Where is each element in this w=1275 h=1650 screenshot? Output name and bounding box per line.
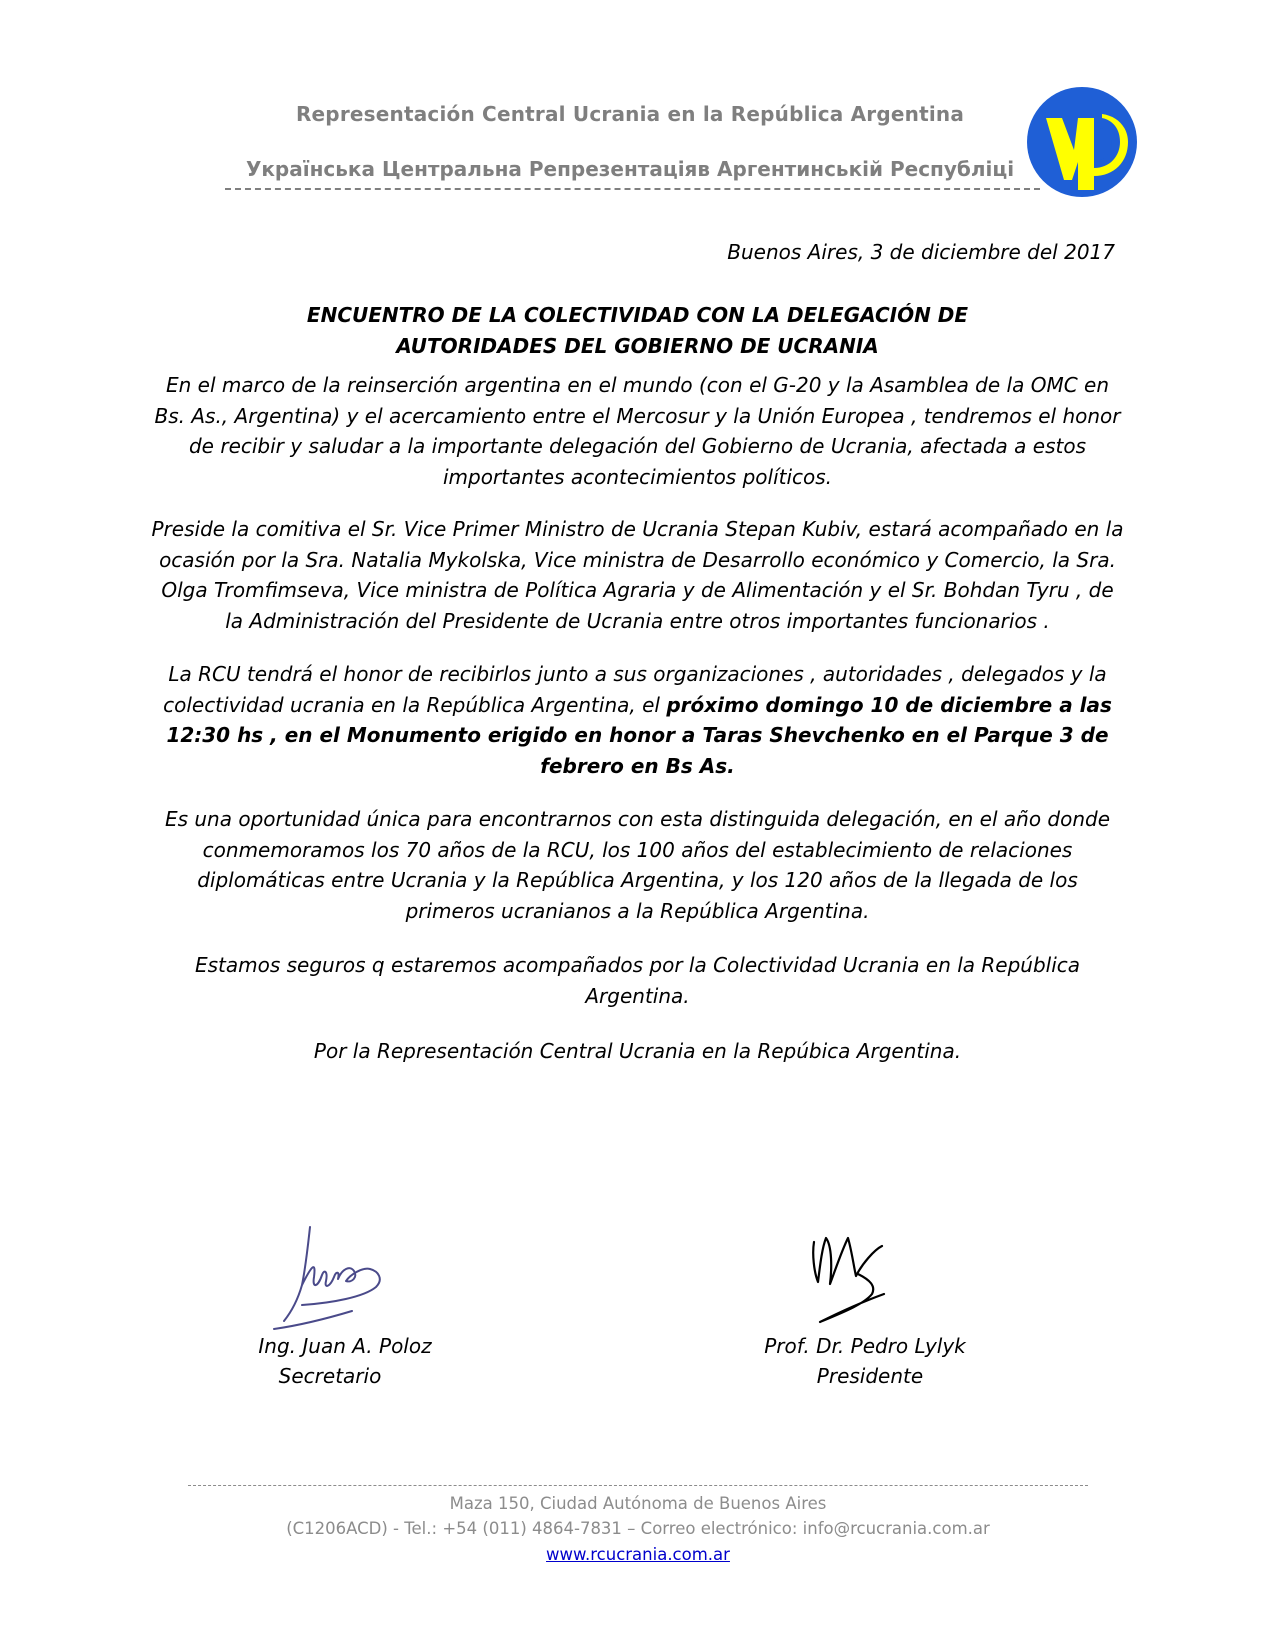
letter-title bbox=[160, 300, 1115, 362]
secretary-name: Ing. Juan A. Poloz bbox=[258, 1334, 432, 1358]
organization-logo bbox=[1024, 84, 1140, 200]
event-date-location: próximo domingo 10 de diciembre a las 12:30 hs , en el Monumento erigido en honor a Taras Shevchenko en el Parque 3 de febrero en Bs As. bbox=[166, 692, 1112, 778]
footer-address: Maza 150, Ciudad Autónoma de Buenos Aires bbox=[449, 1494, 827, 1513]
paragraph-anniversaries: Es una oportunidad única para encontrarnos con esta distinguida delegación, en el año donde conmemoramos los 70 años de la RCU, los 100 años del establecimiento de relaciones diplomáticas entre Ucrania y la República Argentina, y los 120 años de la llegada de los primeros ucranianos a la República Argentina. bbox=[164, 807, 1111, 923]
header-divider bbox=[225, 188, 1040, 190]
paragraph-context: En el marco de la reinserción argentina en el mundo (con el G-20 y la Asamblea de la OMC en Bs. As., Argentina) y el acercamiento entre el Mercosur y la Unión Europea , tendremos el honor de recibir y saludar a la importante delegación del Gobierno de Ucrania, afectada a estos importantes acontecimientos políticos. bbox=[154, 373, 1121, 489]
signature-secretary bbox=[272, 1225, 412, 1333]
organization-name-spanish: Representación Central Ucrania en la República Argentina bbox=[295, 102, 965, 126]
footer-website-row bbox=[188, 1545, 1088, 1564]
paragraph-delegation: Preside la comitiva el Sr. Vice Primer Ministro de Ucrania Stepan Kubiv, estará acompañado en la ocasión por la Sra. Natalia Mykolska, Vice ministra de Desarrollo económico y Comercio, la Sra. Olga Tromfimseva, Vice ministra de Política Agraria y de Alimentación y el Sr. Bohdan Tyru , de la Administración del Presidente de Ucrania entre otros importantes funcionarios . bbox=[151, 517, 1124, 633]
event-intro: La RCU tendrá el honor de recibirlos junto a sus organizaciones , autoridades , delegados y la colectividad ucrania en la República Argentina, el bbox=[163, 662, 1107, 717]
organization-name-ukrainian: Українська Центральна Репрезентаціяв Аргентинській Республіці bbox=[245, 157, 1015, 181]
title-line-1: ENCUENTRO DE LA COLECTIVIDAD CON LA DELEGACIÓN DE bbox=[306, 303, 969, 327]
secretary-role: Secretario bbox=[278, 1364, 382, 1388]
president-name: Prof. Dr. Pedro Lylyk bbox=[764, 1334, 966, 1358]
paragraph-sign-off: Por la Representación Central Ucrania en la Repúbica Argentina. bbox=[313, 1039, 962, 1063]
title-line-2: AUTORIDADES DEL GOBIERNO DE UCRANIA bbox=[396, 334, 879, 358]
signature-president bbox=[810, 1228, 930, 1328]
president-role: Presidente bbox=[816, 1364, 924, 1388]
footer-divider bbox=[188, 1485, 1088, 1486]
footer-contact: (C1206ACD) - Tel.: +54 (011) 4864-7831 – Correo electrónico: info@rcucrania.com.ar bbox=[286, 1519, 990, 1538]
paragraph-closing: Estamos seguros q estaremos acompañados por la Colectividad Ucrania en la República Argentina. bbox=[194, 953, 1081, 1008]
letter-date: Buenos Aires, 3 de diciembre del 2017 bbox=[727, 240, 1115, 264]
website-link[interactable]: www.rcucrania.com.ar bbox=[546, 1545, 730, 1564]
paragraph-event-details bbox=[150, 659, 1125, 781]
